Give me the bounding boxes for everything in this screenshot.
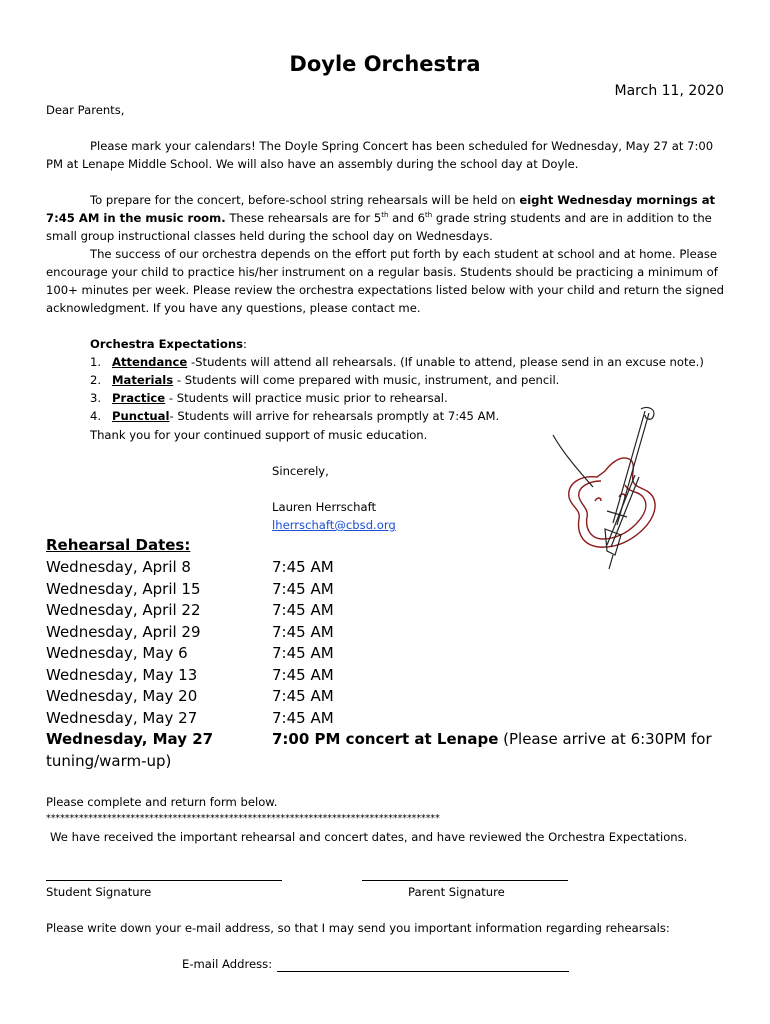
p2-text-d: grade string students and are in addition to the small group instructional classes held during the school day on Wednesdays.: [46, 211, 712, 243]
form-instruction: Please complete and return form below.: [46, 795, 278, 809]
paragraph-success: The success of our orchestra depends on the effort put forth by each student at school and at home. Please encourage your child to practice his/her instrument on a regular basis. Students should be practicing a minimum of 100+ minutes per week. Please review the orchestra expectations listed below with your child and return the signed acknowledgment. If you have any questions, please contact me.: [46, 247, 725, 315]
letter-date: March 11, 2020: [614, 83, 724, 99]
closing: Sincerely,: [272, 464, 329, 478]
item-term: Materials: [112, 373, 174, 387]
item-number: 4.: [90, 409, 102, 423]
rehearsal-time: 7:45 AM: [272, 665, 334, 684]
rehearsal-day: Wednesday, April 8: [46, 558, 191, 576]
concert-time: 7:00 PM concert at Lenape: [272, 730, 499, 748]
concert-note: (Please arrive at 6:30PM for: [498, 730, 712, 748]
rehearsal-time: 7:45 AM: [272, 622, 334, 641]
email-address-line[interactable]: [277, 959, 569, 972]
form-acknowledgment: We have received the important rehearsal and concert dates, and have reviewed the Orchestra Expectations.: [50, 830, 688, 844]
rehearsal-days: [46, 557, 266, 772]
author-name: Lauren Herrschaft: [272, 500, 377, 514]
p2-sup-2: th: [425, 211, 433, 220]
item-text: - Students will come prepared with music, instrument, and pencil.: [173, 373, 560, 387]
rehearsal-time: 7:45 AM: [272, 687, 334, 705]
page-title: Doyle Orchestra: [289, 52, 481, 76]
paragraph-rehearsals: [46, 191, 726, 245]
expectation-item: [90, 353, 704, 371]
item-number: 2.: [90, 373, 102, 387]
cello-icon: [535, 405, 685, 575]
concert-day: Wednesday, May 27: [46, 730, 214, 748]
p2-bold: eight Wednesday mornings at 7:45 AM in the music room.: [46, 193, 716, 225]
concert-note-continued: tuning/warm-up): [46, 751, 172, 770]
rehearsal-time: 7:45 AM: [272, 558, 334, 576]
expectation-item: [90, 371, 704, 389]
rehearsal-times: [272, 557, 732, 751]
form-divider: ************************************************************************************: [46, 813, 440, 824]
p2-text-b: These rehearsals are for 5: [225, 211, 382, 225]
thank-you-line: Thank you for your continued support of music education.: [90, 428, 428, 442]
rehearsal-day: Wednesday, April 22: [46, 601, 201, 619]
item-number: 1.: [90, 355, 102, 369]
rehearsal-time: 7:45 AM: [272, 708, 334, 727]
rehearsal-time: 7:45 AM: [272, 601, 334, 619]
student-signature-line[interactable]: [46, 868, 282, 881]
rehearsal-heading: Rehearsal Dates:: [46, 536, 191, 554]
item-term: Punctual: [112, 409, 170, 423]
expectations-heading: [90, 335, 247, 353]
item-text: -Students will attend all rehearsals. (If unable to attend, please send in an excuse note.): [187, 355, 704, 369]
item-term: Practice: [112, 391, 166, 405]
rehearsal-time: 7:45 AM: [272, 644, 334, 662]
p2-text-c: and 6: [388, 211, 426, 225]
author-email-link[interactable]: lherrschaft@cbsd.org: [272, 518, 396, 532]
expectations-heading-suffix: :: [243, 337, 247, 351]
rehearsal-day: Wednesday, May 20: [46, 687, 198, 705]
email-prompt: Please write down your e-mail address, so that I may send you important information regarding rehearsals:: [46, 921, 670, 935]
expectations-heading-text: Orchestra Expectations: [90, 337, 244, 351]
paragraph-concert: Please mark your calendars! The Doyle Spring Concert has been scheduled for Wednesday, May 27 at 7:00 PM at Lenape Middle School. We will also have an assembly during the school day at Doyle.: [46, 139, 714, 171]
rehearsal-day: Wednesday, April 15: [46, 579, 201, 598]
rehearsal-time: 7:45 AM: [272, 579, 334, 598]
rehearsal-day: Wednesday, April 29: [46, 622, 201, 641]
greeting: Dear Parents,: [46, 103, 125, 117]
p2-sup-1: th: [381, 211, 389, 220]
parent-signature-line[interactable]: [362, 868, 568, 881]
item-term: Attendance: [112, 355, 188, 369]
rehearsal-day: Wednesday, May 13: [46, 665, 198, 684]
item-number: 3.: [90, 391, 102, 405]
email-label: E-mail Address:: [182, 957, 273, 971]
item-text: - Students will arrive for rehearsals promptly at 7:45 AM.: [169, 409, 500, 423]
p2-text-a: To prepare for the concert, before-school string rehearsals will be held on: [90, 193, 520, 207]
parent-signature-label: Parent Signature: [408, 885, 505, 899]
student-signature-label: Student Signature: [46, 885, 152, 899]
concert-time-row: [272, 729, 732, 751]
rehearsal-day: Wednesday, May 6: [46, 644, 188, 662]
rehearsal-day: Wednesday, May 27: [46, 708, 198, 727]
item-text: - Students will practice music prior to rehearsal.: [165, 391, 448, 405]
